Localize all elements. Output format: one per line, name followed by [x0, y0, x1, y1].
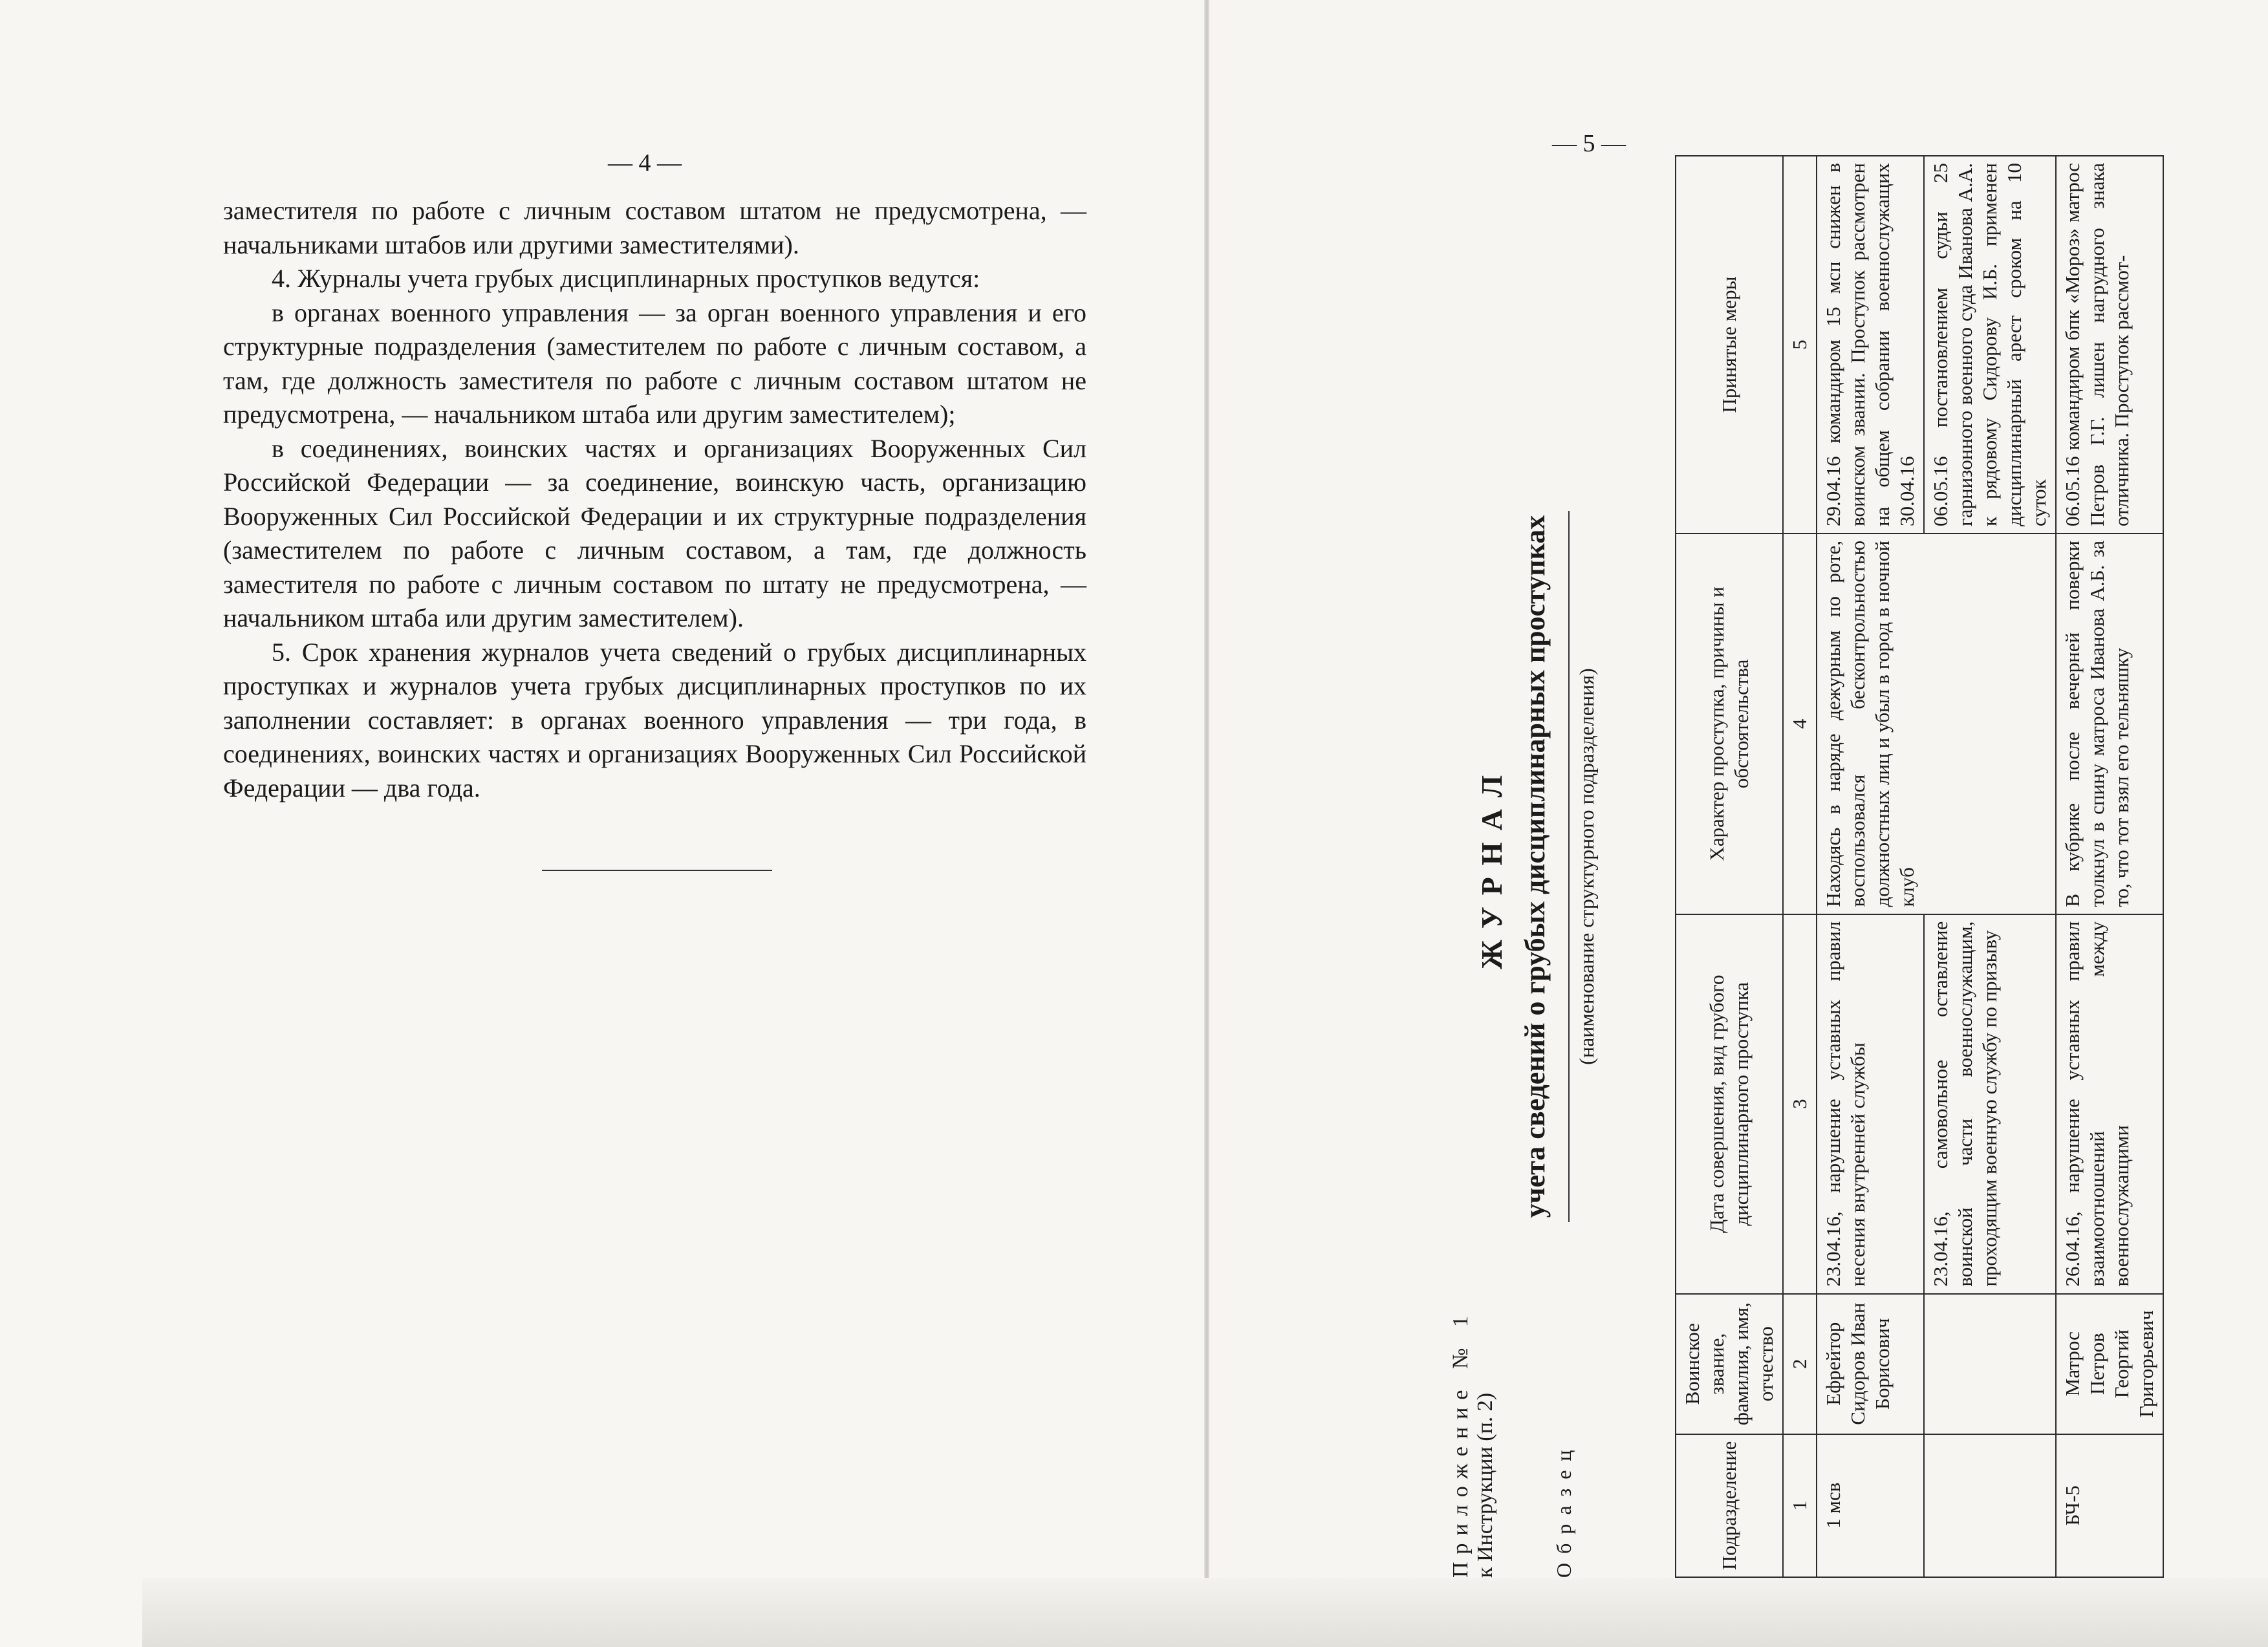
table-header-row [1676, 156, 1783, 1577]
cell-person: Матрос Петров Георгий Григорьевич [2056, 1294, 2163, 1434]
column-number: 5 [1783, 156, 1817, 533]
header-offense: Дата совершения, вид грубого дисциплинарного проступка [1676, 914, 1783, 1294]
unit-name-rule [1568, 511, 1570, 1222]
cell-measures: 06.05.16 командиром бпк «Мороз» матрос Петров Г.Г. лишен нагрудного знака отличника. Проступок рассмот- [2056, 156, 2163, 533]
sample-label: Образец [1552, 1441, 1575, 1578]
cell-circumstances: В кубрике после вечерней поверки толкнул в спину матроса Иванова А.Б. за то, что тот взял его тельняшку [2056, 533, 2163, 914]
cell-measures: 29.04.16 командиром 15 мсп снижен в воинском звании. Проступок рассмотрен на общем собрании военнослужащих 30.04.16 [1817, 156, 1924, 533]
cell-measures: 06.05.16 постановлением судьи 25 гарнизонного военного суда Иванова А.А. к рядовому Сидорову И.Б. применен дисциплинарный арест сроком на 10 суток [1924, 156, 2056, 533]
cell-offense: 23.04.16, самовольное оставление воинской части военнослужащим, проходящим военную службу по призыву [1924, 914, 2056, 1294]
table-row [2056, 156, 2163, 1577]
cell-offense: 23.04.16, нарушение уставных правил несения внутренней службы [1817, 914, 1924, 1294]
journal-subtitle: учета сведений о грубых дисциплинарных проступках [1519, 515, 1551, 1218]
paragraph-5: 5. Срок хранения журналов учета сведений о грубых дисциплинарных проступках и журналов учета грубых дисциплинарных проступков по их заполнении составляет: в органах военного управления — три года, в соединениях, воинских частях и организациях Вооруженных Сил Российской Федерации — два года. [223, 637, 1086, 802]
header-measures: Принятые меры [1676, 156, 1783, 533]
cell-person: Ефрейтор Сидоров Иван Борисович [1817, 1294, 1924, 1434]
page-bottom-edge [142, 1578, 2268, 1647]
column-number: 4 [1783, 533, 1817, 914]
cell-unit: 1 мсв [1817, 1434, 1924, 1577]
cell-offense: 26.04.16, нарушение уставных правил взаимоотношений между военнослужащими [2056, 914, 2163, 1294]
appendix-label: Приложение № 1 [1449, 1308, 1473, 1578]
column-number: 2 [1783, 1294, 1817, 1434]
paragraph-4: в соединениях, воинских частях и организациях Вооруженных Сил Российской Федерации — за соединение, воинскую часть, организацию Вооруженных Сил Российской Федерации и их структурные подразделения (заместителем по работе с личным составом, а там, где должность заместителя по работе с личным составом по штату не предусмотрена, — начальником штаба или другим заместителем). [223, 433, 1086, 632]
paragraph-3: в органах военного управления — за орган военного управления и его структурные подразделения (заместителем по работе с личным составом, а там, где должность заместителя по работе с личным составом штатом не предусмотрена, — начальником штаба или другим заместителем); [223, 297, 1086, 429]
table-row [1817, 156, 1924, 1577]
journal-table [1675, 155, 2164, 1578]
header-circumstances: Характер проступка, причины и обстоятельства [1676, 533, 1783, 914]
column-number-row [1783, 156, 1817, 1577]
column-number: 1 [1783, 1434, 1817, 1577]
journal-title: ЖУРНАЛ [1475, 764, 1508, 969]
column-number: 3 [1783, 914, 1817, 1294]
cell-unit [1924, 1434, 2056, 1577]
end-rule [542, 870, 772, 871]
unit-caption: (наименование структурного подразделения) [1575, 668, 1598, 1065]
paragraph-1: заместителя по работе с личным составом штатом не предусмотрена, — начальниками штабов или другими заместителями). [223, 196, 1086, 259]
book-gutter [1204, 0, 1209, 1647]
appendix-reference: к Инструкции (п. 2) [1473, 1392, 1497, 1578]
left-page-text [223, 194, 1086, 805]
journal-table-wrapper [1675, 155, 2225, 1578]
page-number-right: — 5 — [1552, 130, 1626, 157]
page-number-left: — 4 — [608, 149, 682, 177]
header-unit: Подразделение [1676, 1434, 1783, 1577]
cell-person [1924, 1294, 2056, 1434]
appendix-block [1449, 1177, 1533, 1578]
header-person: Воинское звание, фамилия, имя, отчество [1676, 1294, 1783, 1434]
paragraph-2: 4. Журналы учета грубых дисциплинарных проступков ведутся: [272, 264, 980, 293]
rotated-content [1449, 130, 2238, 1578]
cell-circumstances: Находясь в наряде дежурным по роте, воспользовался бесконтрольностью должностных лиц и убыл в город в ночной клуб [1817, 533, 2056, 914]
cell-unit: БЧ-5 [2056, 1434, 2163, 1577]
